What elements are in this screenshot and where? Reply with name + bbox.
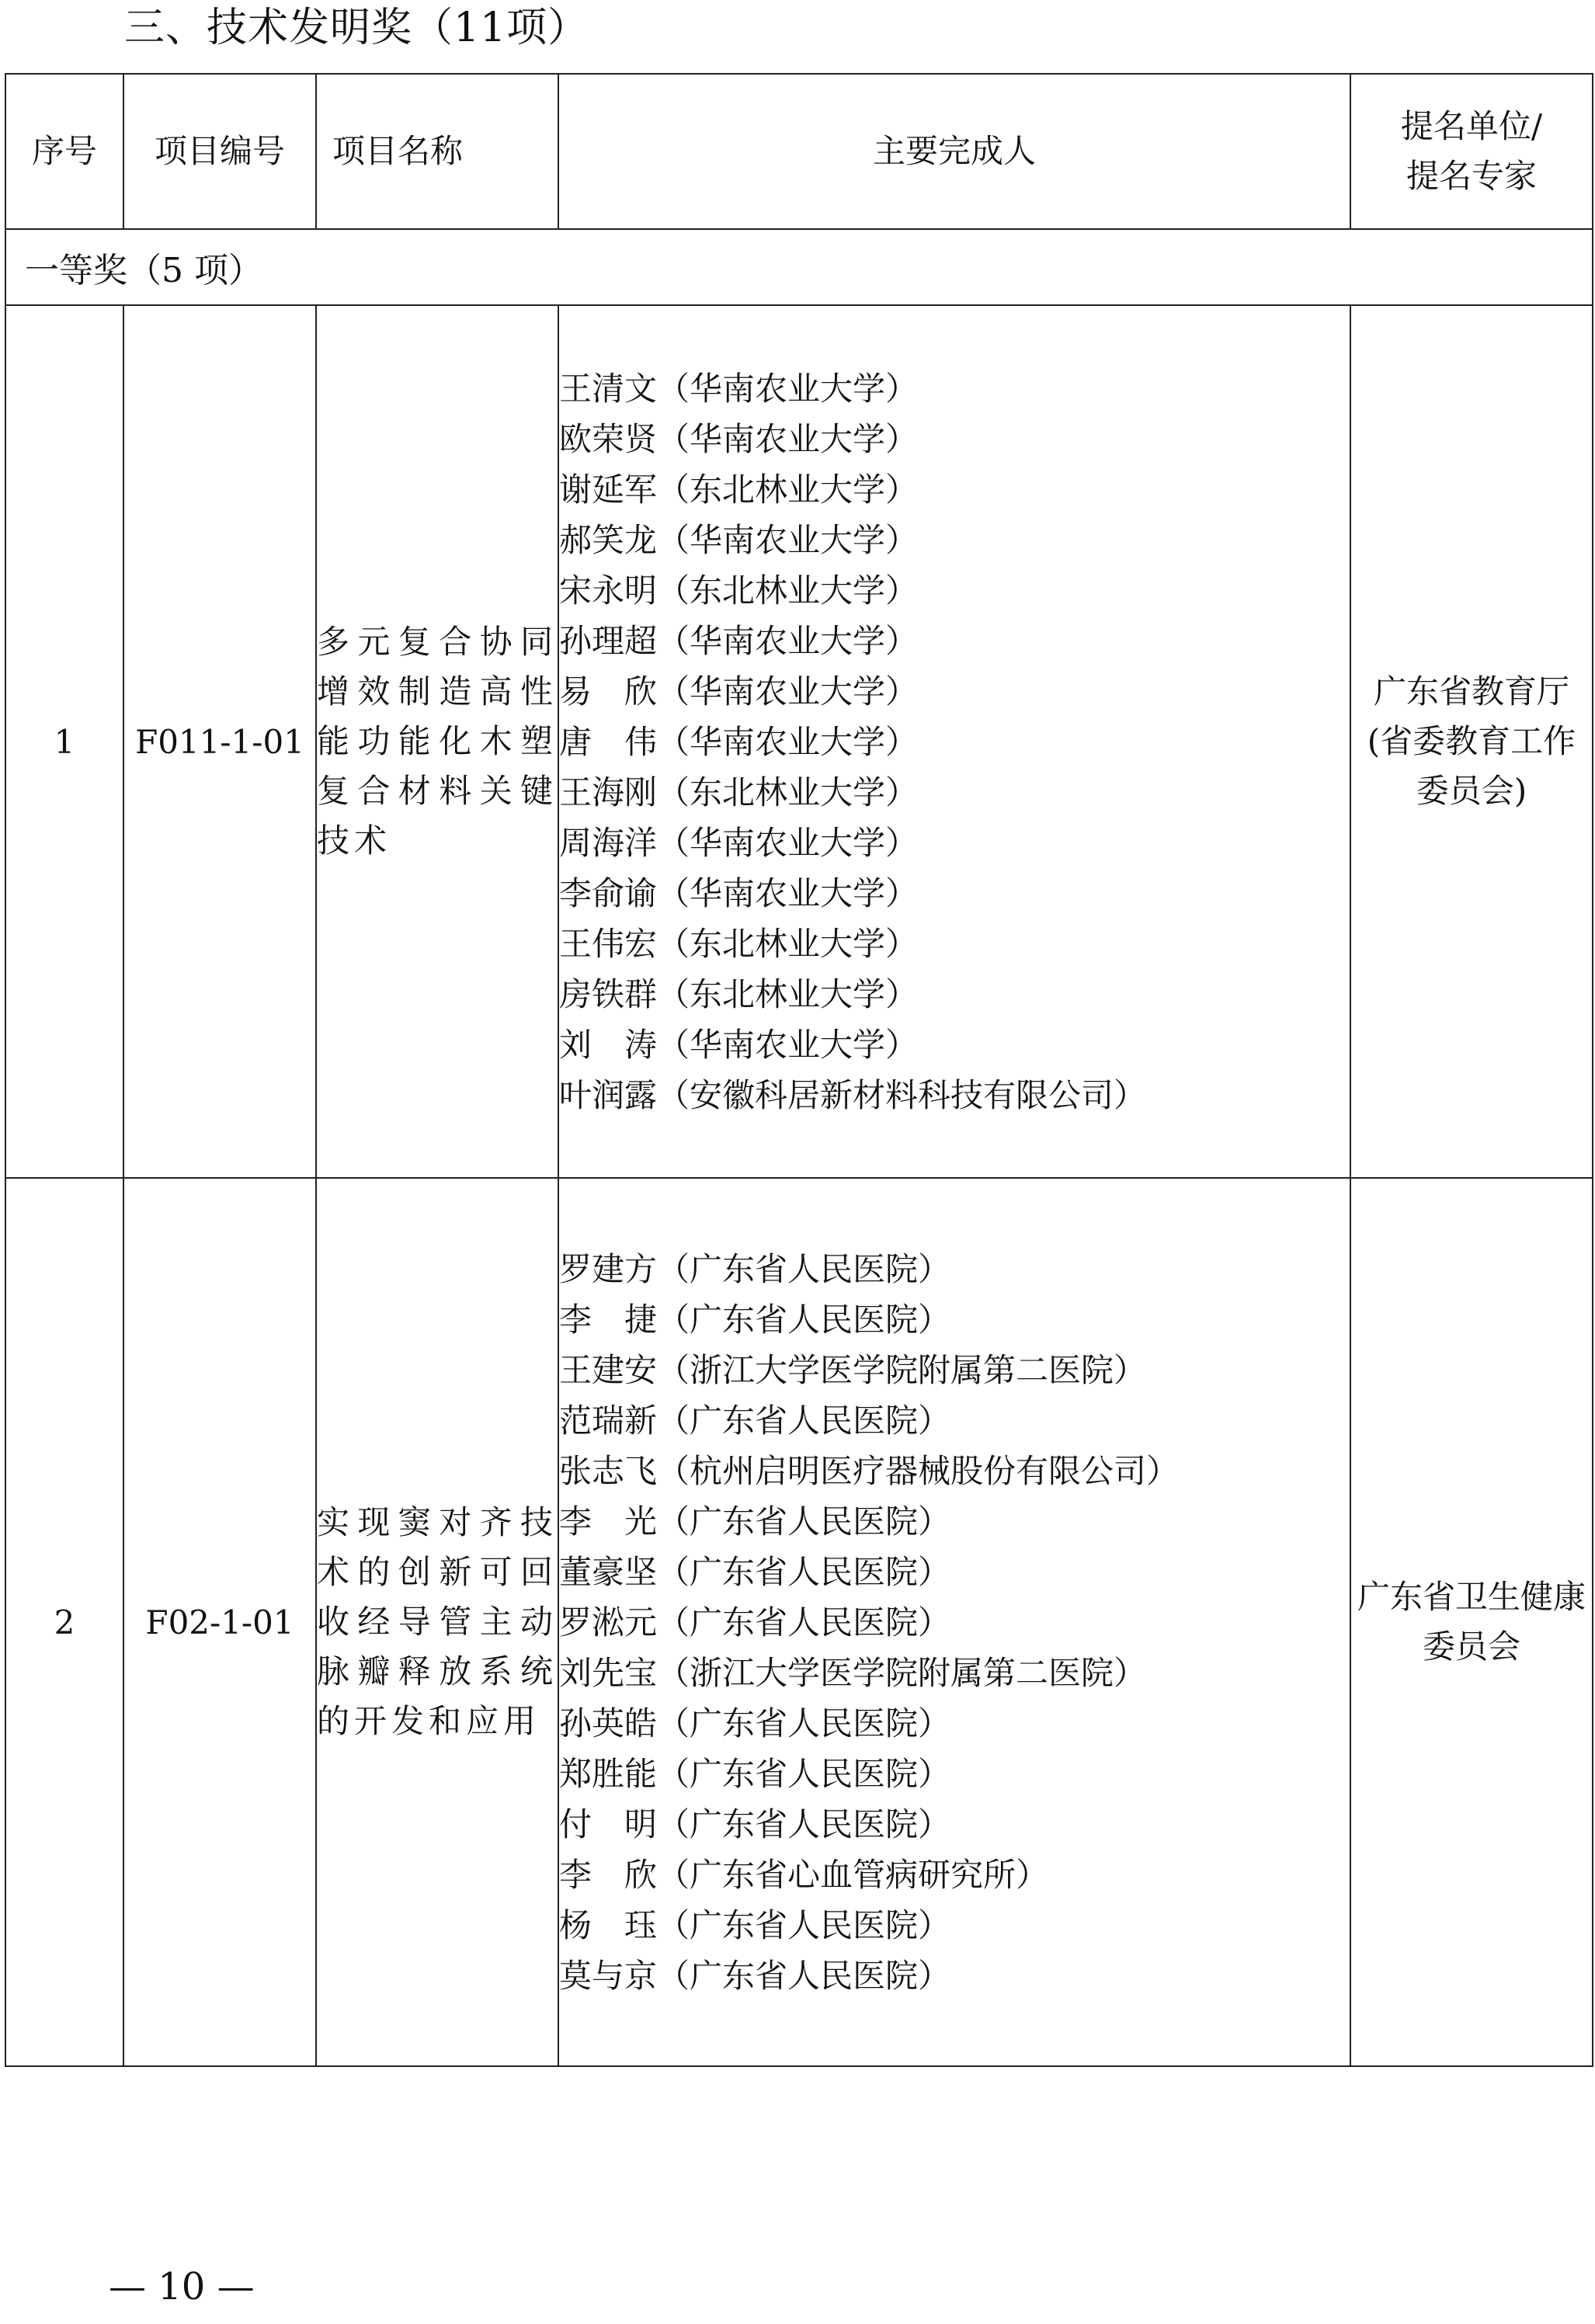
table-row <box>5 305 1593 1178</box>
awards-table <box>5 73 1593 2067</box>
list-item: 王建安（浙江大学医学院附属第二医院） <box>559 1350 1147 1389</box>
project-people-cell <box>558 305 1350 1178</box>
header-nominator-line1: 提名单位/ <box>1400 107 1543 145</box>
project-seq: 1 <box>5 305 123 1178</box>
project-nominator-cell <box>1350 305 1593 1178</box>
project-people-cell <box>558 1178 1350 2066</box>
project-code: F02-1-01 <box>123 1178 316 2066</box>
project-name: 多元复合协同增效制造高性能功能化木塑复合材料关键技术 <box>317 623 558 860</box>
list-item: 李 欣（广东省心血管病研究所） <box>559 1855 1049 1894</box>
list-item: 周海洋（华南农业大学） <box>559 823 919 862</box>
list-item: 孙理超（华南农业大学） <box>559 621 919 660</box>
list-item: 易 欣（华南农业大学） <box>559 672 919 710</box>
project-name: 实现窦对齐技术的创新可回收经导管主动脉瓣释放系统的开发和应用 <box>317 1503 558 1740</box>
list-item: 罗淞元（广东省人民医院） <box>559 1603 951 1641</box>
header-seq: 序号 <box>5 74 123 229</box>
list-item: 叶润露（安徽科居新材料科技有限公司） <box>559 1075 1147 1114</box>
project-code: F011-1-01 <box>123 305 316 1178</box>
list-item: 谢延军（东北林业大学） <box>559 470 919 509</box>
grade-row <box>5 229 1593 305</box>
header-nominator-line2: 提名专家 <box>1406 157 1537 195</box>
project-nominator-cell <box>1350 1178 1593 2066</box>
grade-label: 一等奖（5 项） <box>5 229 1593 305</box>
list-item: 王海刚（东北林业大学） <box>559 773 919 811</box>
project-nominator: 广东省教育厅(省委教育工作委员会) <box>1367 672 1576 810</box>
list-item: 宋永明（东北林业大学） <box>559 571 919 610</box>
page-number: — 10 — <box>109 2265 255 2308</box>
table-header-row <box>5 74 1593 229</box>
list-item: 罗建方（广东省人民医院） <box>559 1249 951 1288</box>
list-item: 欧荣贤（华南农业大学） <box>559 419 919 458</box>
list-item: 张志飞（杭州启明医疗器械股份有限公司） <box>559 1451 1180 1490</box>
list-item: 李俞谕（华南农业大学） <box>559 874 919 912</box>
list-item: 董豪坚（广东省人民医院） <box>559 1552 951 1591</box>
list-item: 杨 珏（广东省人民医院） <box>559 1905 951 1944</box>
list-item: 范瑞新（广东省人民医院） <box>559 1401 951 1440</box>
list-item: 刘 涛（华南农业大学） <box>559 1025 919 1064</box>
list-item: 房铁群（东北林业大学） <box>559 974 919 1013</box>
list-item: 付 明（广东省人民医院） <box>559 1805 951 1843</box>
project-name-cell <box>316 305 558 1178</box>
project-seq: 2 <box>5 1178 123 2066</box>
header-code: 项目编号 <box>123 74 316 229</box>
list-item: 王清文（华南农业大学） <box>559 369 919 408</box>
project-nominator: 广东省卫生健康委员会 <box>1357 1578 1586 1666</box>
list-item: 唐 伟（华南农业大学） <box>559 722 919 761</box>
list-item: 刘先宝（浙江大学医学院附属第二医院） <box>559 1653 1147 1692</box>
list-item: 李 捷（广东省人民医院） <box>559 1300 951 1339</box>
header-name: 项目名称 <box>316 74 558 229</box>
header-nominator <box>1350 74 1593 229</box>
list-item: 孙英皓（广东省人民医院） <box>559 1704 951 1742</box>
project-name-cell <box>316 1178 558 2066</box>
list-item: 郑胜能（广东省人民医院） <box>559 1754 951 1793</box>
header-people: 主要完成人 <box>558 74 1350 229</box>
people-list <box>559 1244 1350 2001</box>
list-item: 莫与京（广东省人民医院） <box>559 1956 951 1995</box>
table-row <box>5 1178 1593 2066</box>
list-item: 李 光（广东省人民医院） <box>559 1502 951 1541</box>
list-item: 郝笑龙（华南农业大学） <box>559 520 919 559</box>
list-item: 王伟宏（东北林业大学） <box>559 924 919 963</box>
people-list <box>559 363 1350 1120</box>
section-title: 三、技术发明奖（11项） <box>124 5 589 51</box>
